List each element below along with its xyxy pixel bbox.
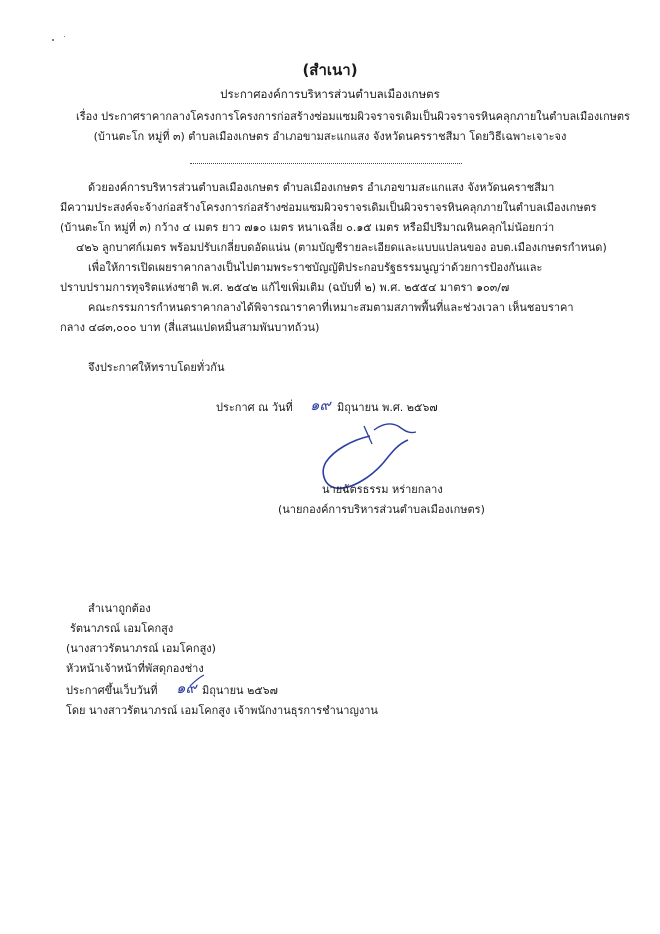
- scan-speck: [64, 36, 65, 37]
- certifier-signature: รัตนาภรณ์ เอมโคกสูง: [70, 622, 174, 635]
- body-line-2: มีความประสงค์จะจ้างก่อสร้างโครงการก่อสร้างซ่อมแซมผิวจราจรเดิมเป็นผิวจราจรหินคลุกภายในตำบลเมืองเกษตร: [60, 201, 597, 214]
- issuer-heading: ประกาศองค์การบริหารส่วนตำบลเมืองเกษตร: [220, 87, 440, 101]
- copy-title: (สำเนา): [302, 61, 358, 79]
- body-line-8: กลาง ๔๘๓,๐๐๐ บาท (สี่แสนแปดหมื่นสามพันบาทถ้วน): [60, 321, 320, 334]
- subject-line-1: เรื่อง ประกาศราคากลางโครงการโครงการก่อสร้างซ่อมแซมผิวจราจรเดิมเป็นผิวจราจรหินคลุกภายในตำบลเมืองเกษตร: [76, 110, 630, 123]
- signer-position: (นายกองค์การบริหารส่วนตำบลเมืองเกษตร): [278, 503, 485, 516]
- body-line-5: เพื่อให้การเปิดเผยราคากลางเป็นไปตามพระราชบัญญัติประกอบรัฐธรรมนูญว่าด้วยการป้องกันและ: [88, 261, 543, 274]
- announce-date-prefix: ประกาศ ณ วันที่: [216, 401, 293, 414]
- body-line-1: ด้วยองค์การบริหารส่วนตำบลเมืองเกษตร ตำบลเมืองเกษตร อำเภอขามสะแกแสง จังหวัดนคราชสีมา: [88, 181, 555, 194]
- scan-speck: [52, 39, 54, 41]
- announce-line: จึงประกาศให้ทราบโดยทั่วกัน: [88, 361, 225, 374]
- certifier-position: หัวหน้าเจ้าหน้าที่พัสดุกองช่าง: [66, 662, 204, 675]
- posted-date-rest: มิถุนายน ๒๕๖๗: [202, 684, 278, 697]
- body-line-3: (บ้านตะโก หมู่ที่ ๓) กว้าง ๔ เมตร ยาว ๗๑๐ เมตร หนาเฉลี่ย ๐.๑๕ เมตร หรือมีปริมาณหินคลุกไม่น้อยกว่า: [60, 221, 555, 234]
- divider-dotted: [190, 163, 462, 164]
- body-line-7: คณะกรรมการกำหนดราคากลางได้พิจารณาราคาที่เหมาะสมตามสภาพพื้นที่และช่วงเวลา เห็นชอบราคา: [88, 301, 574, 314]
- date-tick-mark: [188, 674, 208, 688]
- subject-line-2: (บ้านตะโก หมู่ที่ ๓) ตำบลเมืองเกษตร อำเภอขามสะแกแสง จังหวัดนครราชสีมา โดยวิธีเฉพาะเจาะจง: [93, 130, 567, 143]
- certified-copy-label: สำเนาถูกต้อง: [88, 602, 151, 615]
- posted-date-day: ๑๙: [176, 679, 197, 697]
- announce-date-rest: มิถุนายน พ.ศ. ๒๕๖๗: [337, 401, 438, 414]
- body-line-4: ๔๒๖ ลูกบาศก์เมตร พร้อมปรับเกลี่ยบดอัดแน่น (ตามบัญชีรายละเอียดและแบบแปลนของ อบต.เมืองเกษตรกำหนด): [76, 241, 607, 254]
- announce-date-day: ๑๙: [310, 396, 331, 414]
- certifier-name: (นางสาวรัตนาภรณ์ เอมโคกสูง): [66, 642, 216, 655]
- body-line-6: ปราบปรามการทุจริตแห่งชาติ พ.ศ. ๒๕๔๒ แก้ไขเพิ่มเติม (ฉบับที่ ๒) พ.ศ. ๒๕๕๔ มาตรา ๑๐๓/๗: [60, 281, 510, 294]
- posted-date-prefix: ประกาศขึ้นเว็บวันที่: [66, 684, 158, 697]
- posted-by: โดย นางสาวรัตนาภรณ์ เอมโคกสูง เจ้าพนักงานธุรการชำนาญงาน: [66, 704, 378, 717]
- signer-name: นายฉัตรธรรม หร่ายกลาง: [322, 483, 443, 496]
